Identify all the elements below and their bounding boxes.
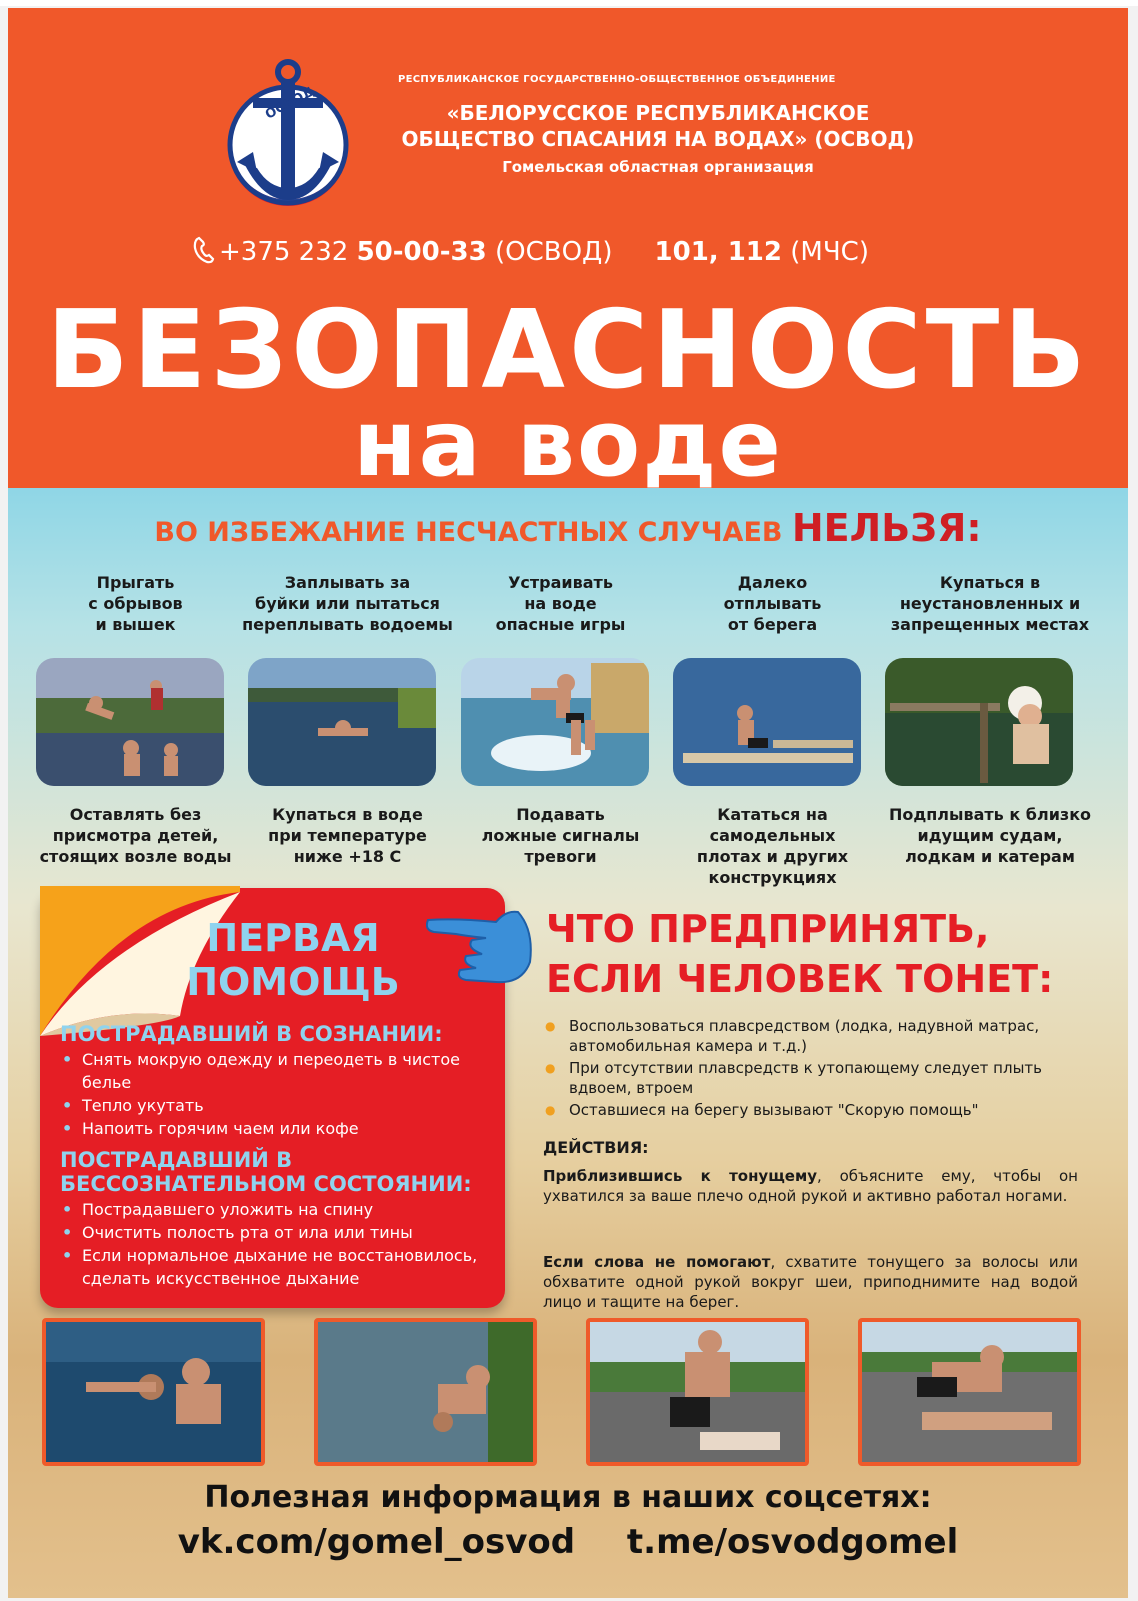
footer-heading: Полезная информация в наших соцсетях: bbox=[204, 1480, 932, 1515]
main-subtitle: на воде bbox=[353, 390, 783, 497]
caption-text: Купаться в воде при температуре ниже +18 С bbox=[268, 805, 427, 866]
caption-text: Оставлять без присмотра детей, стоящих возле воды bbox=[39, 805, 232, 866]
list-item: ● Воспользоваться плавсредством (лодка, надувной матрас, автомобильная камера и т.д.) bbox=[543, 1016, 1088, 1056]
caption-text: Подплывать к близко идущим судам, лодкам и катерам bbox=[888, 805, 1092, 866]
org-line-4: Гомельская областная организация bbox=[502, 158, 814, 176]
emergency-label: (МЧС) bbox=[782, 237, 869, 267]
list-item: ● При отсутствии плавсредств к утопающему следует плыть вдвоем, втроем bbox=[543, 1058, 1088, 1098]
caption-text: Далеко отплывать от берега bbox=[723, 573, 822, 634]
caption-text: Прыгать с обрывов и вышек bbox=[88, 573, 183, 634]
footer-links bbox=[8, 1522, 1128, 1562]
logo-text: ОСВОД bbox=[263, 84, 317, 123]
caption-text: Купаться в неустановленных и запрещенных местах bbox=[890, 573, 1090, 634]
list-item: • Снять мокрую одежду и переодеть в чистое белье bbox=[60, 1048, 500, 1094]
photo-swimming-far-from-shore bbox=[673, 658, 861, 786]
list-item: • Напоить горячим чаем или кофе bbox=[60, 1117, 500, 1140]
photo-unauthorized-places bbox=[885, 658, 1073, 786]
list-item: • Если нормальное дыхание не восстановилось, сделать искусственное дыхание bbox=[60, 1244, 500, 1290]
poster bbox=[8, 8, 1128, 1598]
list-item: • Тепло укутать bbox=[60, 1094, 500, 1117]
phone-number: 50-00-33 bbox=[356, 237, 487, 267]
org-line-3: ОБЩЕСТВО СПАСАНИЯ НА ВОДАХ» (ОСВОД) bbox=[401, 127, 915, 151]
osvod-anchor-logo-icon bbox=[223, 50, 353, 212]
drowning-list bbox=[543, 1016, 1088, 1122]
actions-p2-bold: Если слова не помогают bbox=[543, 1253, 771, 1271]
conscious-heading: ПОСТРАДАВШИЙ В СОЗНАНИИ: bbox=[60, 1022, 443, 1046]
rescue-photo-1 bbox=[42, 1318, 265, 1466]
main-title: БЕЗОПАСНОСТЬ bbox=[46, 288, 1090, 413]
warning-caption-top-5 bbox=[870, 572, 1110, 635]
emergency-number: 101, 112 bbox=[654, 237, 782, 267]
warning-caption-top-2 bbox=[240, 572, 455, 635]
actions-heading: ДЕЙСТВИЯ: bbox=[543, 1138, 649, 1157]
vk-link[interactable]: vk.com/gomel_osvod bbox=[177, 1522, 576, 1562]
actions-paragraph-2 bbox=[543, 1252, 1078, 1312]
list-item: • Пострадавшего уложить на спину bbox=[60, 1198, 500, 1221]
warning-caption-top-1 bbox=[28, 572, 243, 635]
unconscious-heading: ПОСТРАДАВШИЙ В БЕССОЗНАТЕЛЬНОМ СОСТОЯНИИ: bbox=[60, 1148, 472, 1196]
phone-prefix: +375 232 bbox=[219, 237, 357, 267]
photo-dangerous-games bbox=[461, 658, 649, 786]
warnings-heading-text: ВО ИЗБЕЖАНИЕ НЕСЧАСТНЫХ СЛУЧАЕВ bbox=[154, 517, 792, 548]
telegram-link[interactable]: t.me/osvodgomel bbox=[626, 1522, 959, 1562]
photo-jumping-from-cliffs bbox=[36, 658, 224, 786]
warning-caption-bottom-5 bbox=[870, 804, 1110, 867]
warning-caption-top-4 bbox=[665, 572, 880, 635]
caption-text: Подавать ложные сигналы тревоги bbox=[481, 805, 640, 866]
warning-caption-bottom-4 bbox=[665, 804, 880, 888]
org-line-1: РЕСПУБЛИКАНСКОЕ ГОСУДАРСТВЕННО-ОБЩЕСТВЕННОЕ ОБЪЕДИНЕНИЕ bbox=[398, 74, 836, 85]
warning-caption-bottom-2 bbox=[240, 804, 455, 867]
conscious-list bbox=[60, 1048, 500, 1140]
unconscious-list bbox=[60, 1198, 500, 1290]
drowning-title: ЧТО ПРЕДПРИНЯТЬ, ЕСЛИ ЧЕЛОВЕК ТОНЕТ: bbox=[546, 907, 1054, 1001]
org-name bbox=[398, 100, 918, 152]
org-line-2: «БЕЛОРУССКОЕ РЕСПУБЛИКАНСКОЕ bbox=[446, 101, 870, 125]
photo-swimming-past-buoys bbox=[248, 658, 436, 786]
caption-text: Заплывать за буйки или пытаться переплывать водоемы bbox=[242, 573, 453, 634]
warning-caption-top-3 bbox=[453, 572, 668, 635]
warnings-heading bbox=[8, 506, 1128, 550]
rescue-photo-2 bbox=[314, 1318, 537, 1466]
warning-caption-bottom-1 bbox=[28, 804, 243, 867]
warning-caption-bottom-3 bbox=[453, 804, 668, 867]
phone-org-label: (ОСВОД) bbox=[486, 237, 613, 267]
pointing-hand-icon bbox=[426, 900, 536, 992]
caption-text: Кататься на самодельных плотах и других конструкциях bbox=[696, 805, 849, 887]
actions-p2-rest: , схватите тонущего за волосы или обхватите одной рукой вокруг шеи, приподнимите над водой лицо и тащите на берег. bbox=[543, 1253, 1079, 1311]
caption-text: Устраивать на воде опасные игры bbox=[495, 573, 626, 634]
phone-row bbox=[193, 236, 869, 267]
list-item: • Очистить полость рта от ила или тины bbox=[60, 1221, 500, 1244]
first-aid-title: ПЕРВАЯ ПОМОЩЬ bbox=[186, 916, 400, 1004]
rescue-photo-3 bbox=[586, 1318, 809, 1466]
list-item: ● Оставшиеся на берегу вызывают "Скорую помощь" bbox=[543, 1100, 1088, 1120]
actions-paragraph-1 bbox=[543, 1166, 1078, 1206]
rescue-photo-4 bbox=[858, 1318, 1081, 1466]
actions-p1-rest: , объясните ему, чтобы он ухватился за ваше плечо одной рукой и активно работал ногами. bbox=[543, 1167, 1078, 1205]
actions-p1-bold: Приблизившись к тонущему bbox=[543, 1167, 818, 1185]
warnings-heading-emph: НЕЛЬЗЯ: bbox=[791, 506, 982, 550]
phone-icon bbox=[193, 236, 215, 264]
